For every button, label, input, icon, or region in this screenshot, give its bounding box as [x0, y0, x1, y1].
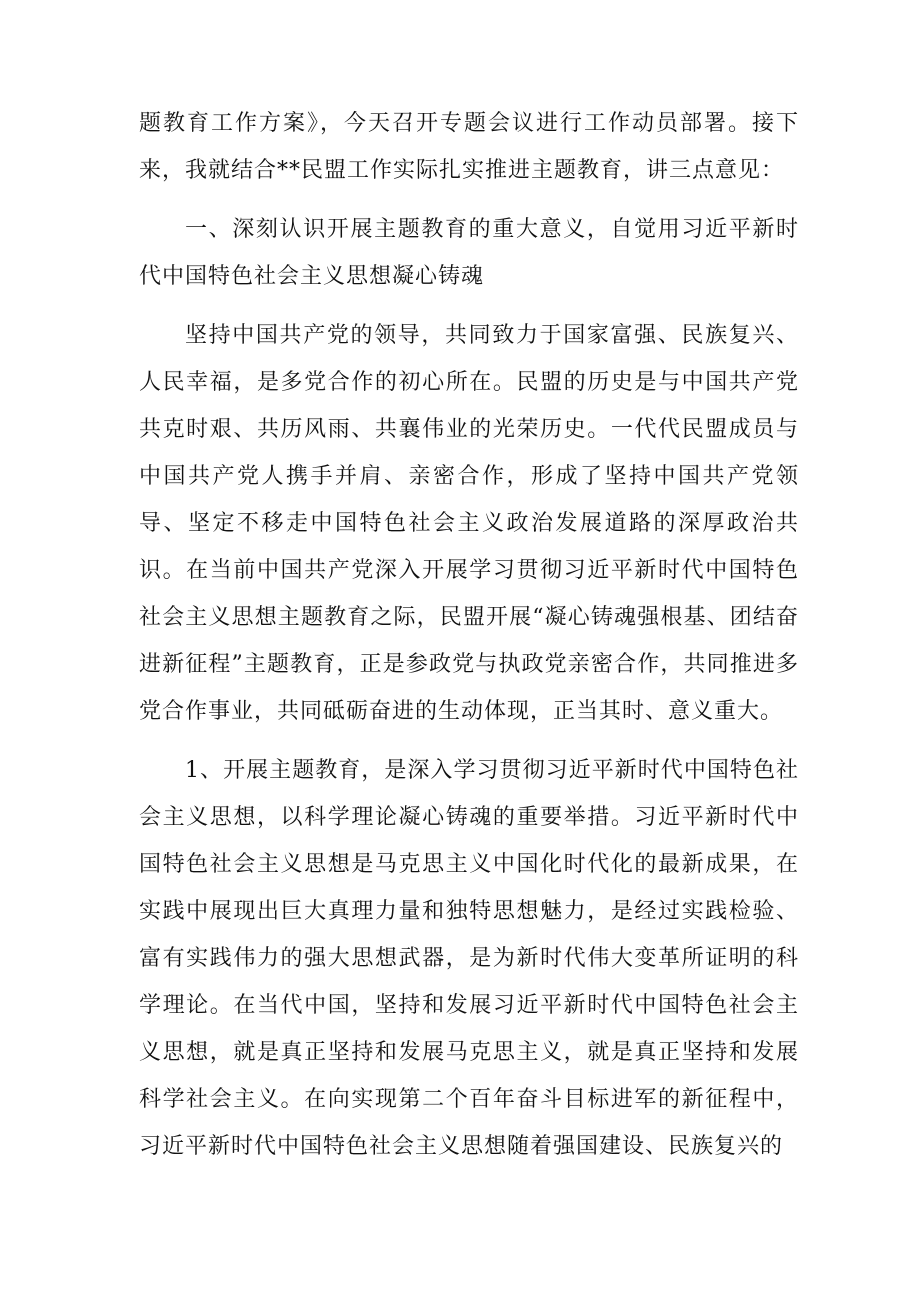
document-body: [139, 100, 799, 1170]
section-1-body-paragraph: 坚持中国共产党的领导，共同致力于国家富强、民族复兴、人民幸福，是多党合作的初心所在。民盟的历史是与中国共产党共克时艰、共历风雨、共襄伟业的光荣历史。一代代民盟成员与中国共产党人携手并肩、亲密合作，形成了坚持中国共产党领导、坚定不移走中国特色社会主义政治发展道路的深厚政治共识。在当前中国共产党深入开展学习贯彻习近平新时代中国特色社会主义思想主题教育之际，民盟开展“凝心铸魂强根基、团结奋进新征程”主题教育，正是参政党与执政党亲密合作，共同推进多党合作事业，共同砥砺奋进的生动体现，正当其时、意义重大。: [139, 323, 799, 724]
section-1-heading: 一、深刻认识开展主题教育的重大意义，自觉用习近平新时代中国特色社会主义思想凝心铸魂: [139, 217, 799, 289]
point-1-paragraph: 1、开展主题教育，是深入学习贯彻习近平新时代中国特色社会主义思想，以科学理论凝心铸魂的重要举措。习近平新时代中国特色社会主义思想是马克思主义中国化时代化的最新成果，在实践中展现出巨大真理力量和独特思想魅力，是经过实践检验、富有实践伟力的强大思想武器，是为新时代伟大变革所证明的科学理论。在当代中国，坚持和发展习近平新时代中国特色社会主义思想，就是真正坚持和发展马克思主义，就是真正坚持和发展科学社会主义。在向实现第二个百年奋斗目标进军的新征程中，习近平新时代中国特色社会主义思想随着强国建设、民族复兴的: [139, 758, 799, 1159]
intro-paragraph: 题教育工作方案》，今天召开专题会议进行工作动员部署。接下来，我就结合**民盟工作实际扎实推进主题教育，讲三点意见：: [139, 111, 799, 183]
